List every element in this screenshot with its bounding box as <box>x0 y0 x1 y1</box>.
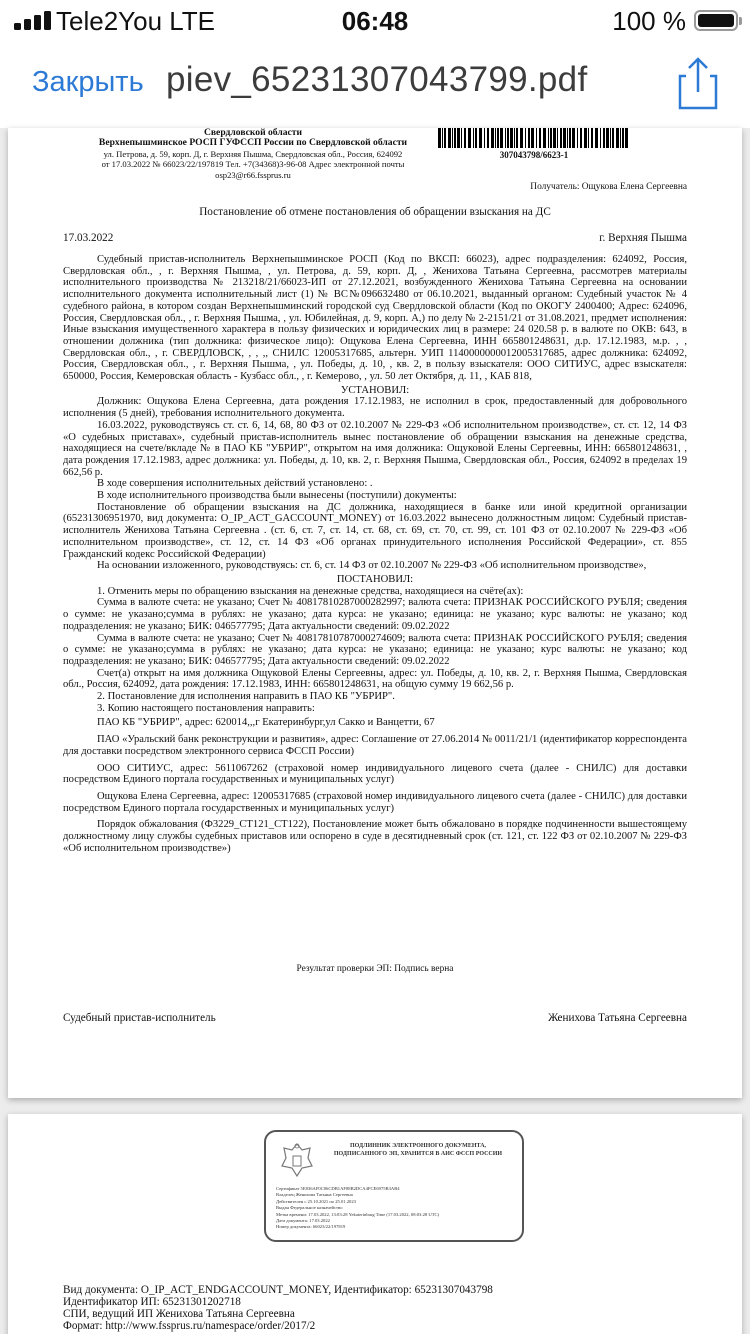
stamp-row: Владелец Женихова Татьяна Сергеевна <box>276 1192 353 1198</box>
stamp-row: Метка времени: 17.03.2022, 13:03:28 Yekaterinburg Time (17.03.2022, 08:03:28 UTC) <box>276 1211 440 1217</box>
header-line: ул. Петрова, д. 59, корп. Д, г. Верхняя Пышма, Свердловская обл., Россия, 624092 <box>103 148 403 159</box>
document-title: piev_65231307043799.pdf <box>166 60 588 99</box>
paragraph: Сумма в валюте счета: не указано; Счет № 40817810287000282997; валюта счета: ПРИЗНАК РОССИЙСКОГО РУБЛЯ; сведения о сумме: не указано;сумма в рублях: не указано; дата курса: не указано; единица: не указано; курс валюты: не указано; код подразделения: не указано; БИК: 046577795; Дата актуальности сведений: 09.02.2022 <box>63 597 687 632</box>
header-line: Свердловской области <box>203 127 303 138</box>
issuer-header <box>68 128 438 180</box>
document-footer <box>63 1284 493 1332</box>
paragraph: Счет(а) открыт на имя должника Ощуковой Елены Сергеевны, адрес: ул. Победы, д. 10, кв. 2, г. Верхняя Пышма, Свердловская обл., Россия, 624092, дата рождения: 17.12.1983, ИНН: 665801248631, на общую сумму 19 662,56 р. <box>63 667 687 691</box>
paragraph: В ходе исполнительного производства были вынесены (поступили) документы: <box>97 490 457 502</box>
stamp-row: Сертификат 5E836AF0C06CDB1AF88B2DCA4FCE6975B3AB4 <box>276 1186 400 1191</box>
header-line: osp23@r66.fssprus.ru <box>215 169 291 180</box>
paragraph: Постановление об обращении взыскания на ДС должника, находящиеся в банке или иной кредитной организации (65231306951970, вид документа: O_IP_ACT_GACCOUNT_MONEY) от 16.03.2022 вынесено должностным лицом: Судебный пристав-исполнитель Женихова Татьяна Сергеевна . (ст. 6, ст. 7, ст. 14, ст. 68, ст. 69, ст. 70, ст. 99, ст. 101 ФЗ от 02.10.2007 № 229-ФЗ «Об исполнительном производстве», ст. 12, ст. 14 ФЗ «Об органах принудительного исполнения Российской Федерации», ст. 855 Гражданский кодекс Российской Федерации) <box>63 501 687 560</box>
paragraph: 1. Отменить меры по обращению взыскания на денежные средства, находящиеся на счёте(ах): <box>97 585 524 597</box>
stamp-row: Номер документа: 66023/22/197819 <box>276 1224 346 1230</box>
document-place: г. Верхняя Пышма <box>599 232 687 244</box>
battery-percent: 100 % <box>612 6 686 36</box>
signer-name: Женихова Татьяна Сергеевна <box>548 1012 687 1024</box>
paragraph: Должник: Ощукова Елена Сергеевна, дата рождения 17.12.1983, не исполнил в срок, предоставленный для добровольного исполнения (5 дней), требования исполнительного документа. <box>63 396 687 420</box>
pdf-page-2 <box>8 1114 742 1334</box>
e-signature-stamp <box>264 1130 524 1242</box>
recipient: Получатель: Ощукова Елена Сергеевна <box>530 182 687 192</box>
signer-role: Судебный пристав-исполнитель <box>63 1012 216 1024</box>
signature-verification: Результат проверки ЭП: Подпись верна <box>296 964 454 974</box>
document-heading: Постановление об отмене постановления об обращении взыскания на ДС <box>199 206 551 218</box>
coat-of-arms-icon <box>278 1140 316 1180</box>
paragraph: 16.03.2022, руководствуясь ст. ст. 6, 14, 68, 80 ФЗ от 02.10.2007 № 229-ФЗ «Об исполнительном производстве», ст. ст. 12, 14 ФЗ «О судебных приставах», судебный пристав-исполнитель вынес постановление об обращении взыскания на денежные средства, находящиеся на счете/вкладе № в ПАО КБ "УБРИР", открытом на имя должника: Ощуковой Елены Сергеевны, ИНН: 665801248631, , дата рождения 17.12.1983, адрес должника: ул. Победы, д. 10, кв. 2, г. Верхняя Пышма, Свердловская обл., Россия, 624092 в пределах 19 662,56 р. <box>63 419 687 478</box>
nav-bar <box>0 42 750 128</box>
barcode-image <box>438 128 630 148</box>
document-date: 17.03.2022 <box>63 232 114 244</box>
section-heading-established: УСТАНОВИЛ: <box>340 384 410 396</box>
battery-icon <box>694 10 738 31</box>
stamp-row: Выдан Федеральное казначейство <box>276 1205 343 1211</box>
close-button[interactable]: Закрыть <box>32 66 144 98</box>
footer-line: Идентификатор ИП: 65231301202718 <box>63 1296 241 1308</box>
stamp-row: Действителен с 25.10.2021 по 25.01.2023 <box>276 1198 356 1204</box>
status-bar <box>0 0 750 42</box>
list-item: Ощукова Елена Сергеевна, адрес: 12005317685 (страховой номер индивидуального лицевого счета (далее - СНИЛС) для доставки посредством Единого портала государственных и муниципальных услуг) <box>63 790 687 814</box>
list-item: ООО СИТИУС, адрес: 5611067262 (страховой номер индивидуального лицевого счета (далее - СНИЛС) для доставки посредством Единого портала государственных и муниципальных услуг) <box>63 762 687 786</box>
document-body <box>63 254 687 859</box>
section-heading-resolved: ПОСТАНОВИЛ: <box>336 573 414 585</box>
paragraph: Сумма в валюте счета: не указано; Счет № 40817810787000274609; валюта счета: ПРИЗНАК РОССИЙСКОГО РУБЛЯ; сведения о сумме: не указано;сумма в рублях: не указано; дата курса: не указано; единица: не указано; курс валюты: не указано; код подразделения: не указано; БИК: 046577795; Дата актуальности сведений: 09.02.2022 <box>63 632 687 667</box>
share-icon[interactable] <box>672 56 724 112</box>
paragraph: 3. Копию настоящего постановления направить: <box>97 702 315 714</box>
stamp-row: Дата документа: 17.03.2022 <box>276 1218 330 1224</box>
footer-line: Формат: http://www.fssprus.ru/namespace/order/2017/2 <box>63 1320 316 1332</box>
paragraph: 2. Постановление для исполнения направить в ПАО КБ "УБРИР". <box>97 691 395 703</box>
stamp-heading: ПОДЛИННИК ЭЛЕКТРОННОГО ДОКУМЕНТА, ПОДПИСАННОГО ЭП, ХРАНИТСЯ В АИС ФССП РОССИИ <box>333 1143 503 1157</box>
list-item: ПАО «Уральский банк реконструкции и развития», адрес: Соглашение от 27.06.2014 № 0011/21/1 (идентификатор корреспондента для доставки посредством электронного сервиса ФССП России) <box>63 734 687 757</box>
clock: 06:48 <box>341 6 409 36</box>
footer-line: Вид документа: O_IP_ACT_ENDGACCOUNT_MONEY, Идентификатор: 65231307043798 <box>63 1284 493 1296</box>
header-line: от 17.03.2022 № 66023/22/197819 Тел. +7(34368)3-96-08 Адрес электронной почты <box>101 159 405 170</box>
header-line: Верхнепышминское РОСП ГУФССП России по Свердловской области <box>98 137 408 149</box>
copy-recipients-list <box>63 717 687 854</box>
pdf-page-1 <box>8 128 742 1098</box>
list-item: ПАО КБ "УБРИР", адрес: 620014,,,г Екатеринбург,ул Сакко и Ванцетти, 67 <box>97 717 435 729</box>
list-item: Порядок обжалования (Ф3229_СТ121_СТ122), Постановление может быть обжаловано в порядке подчиненности вышестоящему должностному лицу службы судебных приставов или оспорено в суде в десятидневный срок (ст. 121, ст. 122 ФЗ от 02.10.2007 № 229-ФЗ «Об исполнительном производстве») <box>63 819 687 854</box>
footer-line: СПИ, ведущий ИП Женихова Татьяна Сергеевна <box>63 1308 295 1320</box>
intro-paragraph: Судебный пристав-исполнитель Верхнепышминское РОСП (Код по ВКСП: 66023), адрес подразделения: 624092, Россия, Свердловская обл., , г. Верхняя Пышма, , ул. Петрова, д. 59, корп. Д, , Женихова Татьяна Сергеевна, рассмотрев материалы исполнительного производства № 213218/21/66023-ИП от 27.12.2021, возбужденного Женихова Татьяна Сергеевна на основании исполнительного документа исполнительный лист (1) № ВС№096632480 от 06.10.2021, выданный органом: Судебный участок № 4 судебного района, в котором создан Верхнепышминский городской суд Свердловской области (Код по ОКОГУ 2400400; Адрес: 624096, Россия, Свердловская обл., , г. Верхняя Пышма, , ул. Юбилейная, д. 9, корп. А,) по делу № 2-2151/21 от 31.08.2021, предмет исполнения: Иные взыскания имущественного характера в пользу физических и юридических лиц в размере: 24 020.58 р. в валюте по ОКВ: 643, в отношении должника (тип должника: физическое лицо): Ощукова Елена Сергеевна, ИНН 665801248631, д.р. 17.12.1983, м.р. , , Свердловская обл., , г. СВЕРДЛОВСК, , , ,, СНИЛС 12005317685, альтерн. УИП 114000000001200531768​5, адрес должника: 624092, Россия, Свердловская обл., , г. Верхняя Пышма, , ул. Победы, д. 10, , кв. 2, в пользу взыскателя: ООО СИТИУС, адрес взыскателя: 650000, Россия, Кемеровская область - Кузбасс обл., , г. Кемерово, , ул. 50 лет Октября, д. 11, , КАБ 818, <box>63 254 687 383</box>
carrier-label: Tele2You LTE <box>56 6 216 36</box>
barcode-number: 307043798/6623-1 <box>499 150 569 160</box>
paragraph: На основании изложенного, руководствуясь: ст. 6, ст. 14 ФЗ от 02.10.2007 № 229-ФЗ «Об исполнительном производстве», <box>97 560 647 572</box>
paragraph: В ходе совершения исполнительных действий установлено: . <box>97 478 373 490</box>
stamp-details <box>276 1186 516 1231</box>
